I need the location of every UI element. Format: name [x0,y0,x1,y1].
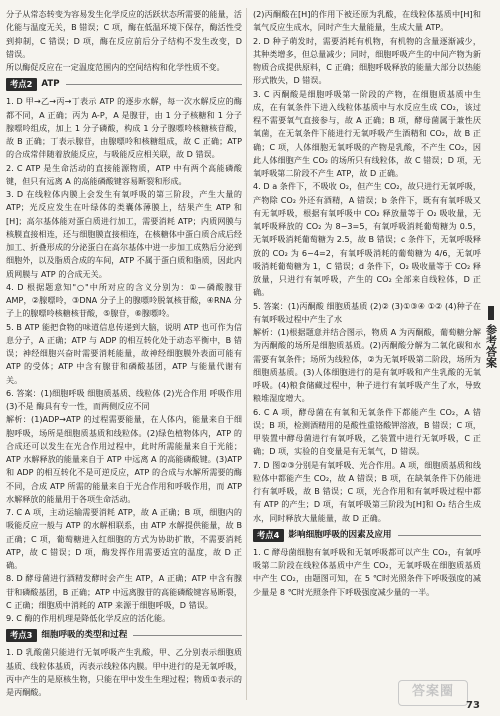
answer-item: 4. D a 条件下，不吸收 O₂，但产生 CO₂，故只进行无氧呼吸，产物除 CO₂ 外还有酒精，A 错误；b 条件下，既有有氧呼吸又有无氧呼吸，根据有氧呼吸中 CO₂ 释放量等于 O₂ 吸收量，无氧呼吸释放的 CO₂ 为 8−3=5，有氧呼吸消耗葡萄糖为 0.5，无氧呼吸消耗葡萄糖为 2.5，故 B 错误；c 条件下，无氧呼吸释放的 CO₂ 为 6−4=2，有氧呼吸消耗的葡萄糖为 4/6，无氧呼吸消耗葡萄糖为 1，C 错误；d 条件下，O₂ 吸收量等于 CO₂ 释放量，只进行有氧呼吸，产生的 CO₂ 全部来自线粒体，D 正确。 [253,181,481,298]
section-title: 影响细胞呼吸的因素及应用 [288,529,392,540]
answer-item: 2. D 种子萌发时，需要消耗有机物，有机物的含量逐渐减少，其种类增多，但总量减少；同时，细胞呼吸产生的中间产物为新物质合成提供原料，C 正确；细胞呼吸释放的能量大部分以热能形式散失，D 错误。 [253,35,481,86]
section-tag: 考点3 [6,629,37,642]
answer-item: (2)丙酮酸在[H]的作用下被还原为乳酸，在线粒体基质中[H]和氧气反应生成水，同时产生大量能量，生成大量 ATP。 [253,9,481,33]
watermark-logo: 答案圈 [398,680,468,706]
section-header-respiration [6,628,242,643]
answer-item: 3. D 在线粒体内膜上会发生有氧呼吸的第三阶段，产生大量的 ATP；光反应发生在叶绿体的类囊体薄膜上，结果产生 ATP 和[H]；高尔基体能对蛋白质进行加工，需要消耗 ATP；内质网膜与核膜直接相连，还与细胞膜直接相连，在核糖体中蛋白质合成后经加工、折叠形成的分泌蛋白在高尔基体中进一步加工成熟后分泌到细胞外，以及脂质合成的车间，ATP 不属于蛋白质和脂质，因此内质网膜与 ATP 的合成无关。 [6,189,242,279]
section-header-atp [6,77,242,92]
answer-item: 4. D 根据题意知"○"中所对应的含义分别为：①—磷酸腺苷 AMP，②腺嘌呤，③DNA 分子上的腺嘌呤脱氧核苷酸，④RNA 分子上的腺嘌呤核糖核苷酸，⑤腺苷，⑥腺嘌呤。 [6,281,242,319]
answer-item: 6. 答案：(1)细胞呼吸 细胞质基质、线粒体 (2)光合作用 呼吸作用 (3)不是 酶具有专一性，而两侧反应不同 [6,387,242,411]
answer-item: 8. D 酵母菌进行酒精发酵时会产生 ATP，A 正确；ATP 中含有腺苷和磷酸基团，B 正确；ATP 中远离腺苷的高能磷酸键容易断裂，C 正确；细胞质中消耗的 ATP 来源于细胞呼吸，D 错误。 [6,573,242,610]
answer-item: 5. 答案：(1)丙酮酸 细胞质基质 (2)② (3)①③④ ①② (4)种子在有氧呼吸过程中产生了水 [253,300,481,324]
answer-item: 5. B ATP 能把食物的味道信息传递到大脑，说明 ATP 也可作为信息分子，A 正确；ATP 与 ADP 的相互转化处于动态平衡中，B 错误；神经细胞兴奋时需要消耗能量，故神经细胞膜外表面可能有 ATP 的受体；ATP 中含有腺苷和磷酸基团，ATP 与能量代谢有关。 [6,321,242,385]
left-column [6,8,242,708]
answer-item: 1. D 乳酸菌只能进行无氧呼吸产生乳酸，甲、乙分别表示细胞质基质、线粒体基质，丙表示线粒体内膜。甲中进行的是无氧呼吸，丙中产生的是原核生物，只能在甲中发生生理过程；物质①表示的是丙酮酸。 [6,647,242,697]
column-divider [246,8,247,700]
section-header-factors [253,528,481,543]
answer-item: 解析：(1)ADP→ATP 的过程需要能量，在人体内，能量来自于细胞呼吸，场所是细胞质基质和线粒体。(2)绿色植物体内，ATP 的合成还可以发生在光合作用过程中，此时所需能量来自于光能；ATP 水解释放的能量来自于 ATP 中远离 A 的高能磷酸键。(3)ATP 和 ADP 的相互转化不是可逆反应，ATP 的合成与水解所需要的酶不同，合成 ATP 所需的能量来自于光合作用和呼吸作用，而 ATP 水解释放的能量用于各项生命活动。 [6,414,242,504]
sidebar-label [484,324,498,371]
section-rule [398,535,481,536]
answer-item: 解析：(1)根据题意并结合图示，物质 A 为丙酮酸，葡萄糖分解为丙酮酸的场所是细胞质基质。(2)丙酮酸分解为二氧化碳和水需要有氧条件；场所为线粒体，②为无氧呼吸第二阶段，场所为细胞质基质。(3)人体细胞进行的是有氧呼吸和产生乳酸的无氧呼吸。(4)粮食储藏过程中，种子进行有氧呼吸产生了水，导致粮堆湿度增大。 [253,327,481,404]
right-column [253,8,481,708]
sidebar-label-text: 参考答案 [484,324,498,368]
intro-paragraph-2: 所以酶促反应在一定温度范围内的空间结构和化学性质不变。 [6,62,225,72]
sidebar-marker [488,306,494,320]
answer-item: 1. C 酵母菌细胞有氧呼吸和无氧呼吸都可以产生 CO₂，有氧呼吸第二阶段在线粒体基质中产生 CO₂，无氧呼吸在细胞质基质中产生 CO₂，由题图可知，在 5 ℃时光照条件下呼吸强度的减少量是 8 ℃时光照条件下呼吸强度减少量的一半。 [253,546,481,597]
answer-item: 7. C A 项，主动运输需要消耗 ATP，故 A 正确；B 项，细胞内的吸能反应一般与 ATP 的水解相联系，由 ATP 水解提供能量，故 B 正确；C 项，葡萄糖进入红细胞的方式为协助扩散，不需要消耗 ATP，故 C 错误；D 项，酶发挥作用需要适宜的温度，故 D 正确。 [6,507,242,570]
answer-item: 1. D 甲→乙→丙→丁表示 ATP 的逐步水解，每一次水解反应的酶都不同，A 正确；丙为 A-P，A 是腺苷，由 1 分子核糖和 1 分子腺嘌呤组成，加上 1 分子磷酸，构成 1 分子腺嘌呤核糖核苷酸，故 B 正确；丁表示腺苷，由腺嘌呤和核糖组成，故 C 正确；ATP 的合成常伴随着放能反应，与吸能反应相关联，故 D 错误。 [6,96,242,160]
section-tag: 考点4 [253,529,284,542]
answer-item: 3. C 丙酮酸是细胞呼吸第一阶段的产物，在细胞质基质中生成，在有氧条件下进入线粒体基质中与水反应生成 CO₂，该过程不需要氧气直接参与，故 A 正确；B 项，酵母菌属于兼性厌氧菌，在无氧条件下能进行无氧呼吸产生酒精和 CO₂，故 B 正确；C 项，人体细胞无氧呼吸的产物是乳酸，不产生 CO₂，因此人体细胞产生 CO₂ 的场所只有线粒体，故 C 错误；D 项，无氧呼吸第二阶段不产生 ATP，故 D 正确。 [253,88,481,178]
section-rule [133,635,242,636]
answer-item: 2. C ATP 是生命活动的直接能源物质，ATP 中有两个高能磷酸键，但只有远离 A 的高能磷酸键容易断裂和形成。 [6,162,242,186]
page-number: 73 [466,700,480,711]
answer-item: 6. C A 项，酵母菌在有氧和无氧条件下都能产生 CO₂，A 错误；B 项，检测酒精用的是酸性重铬酸钾溶液，B 错误；C 项，甲装置中酵母菌进行有氧呼吸，乙装置中进行无氧呼吸，C 正确；D 项，实验的自变量是有无氧气，D 错误。 [253,406,481,457]
section-rule [66,84,242,85]
answer-item: 7. D 图②③分别是有氧呼吸、光合作用。A 项，细胞质基质和线粒体中都能产生 CO₂，故 A 错误；B 项，在缺氧条件下仍能进行有氧呼吸，故 B 错误；C 项，光合作用和有氧呼吸过程中都有 ATP 的产生；D 项，有氧呼吸第三阶段为[H]和 O₂ 结合生成水，同时释放大量能量，故 D 正确。 [253,459,481,523]
answer-item: 9. C 酶的作用机理是降低化学反应的活化能。 [6,613,171,623]
section-tag: 考点2 [6,78,37,91]
intro-paragraph: 分子从常态转变为容易发生化学反应的活跃状态所需要的能量，活化能与温度无关，B 错误；C 项，酶在低温环境下保存，酶活性受到抑制，C 错误；D 项，酶在反应前后分子结构不发生改变，D 错误。 [6,9,242,59]
section-title: 细胞呼吸的类型和过程 [41,630,128,641]
section-title: ATP [41,79,60,90]
